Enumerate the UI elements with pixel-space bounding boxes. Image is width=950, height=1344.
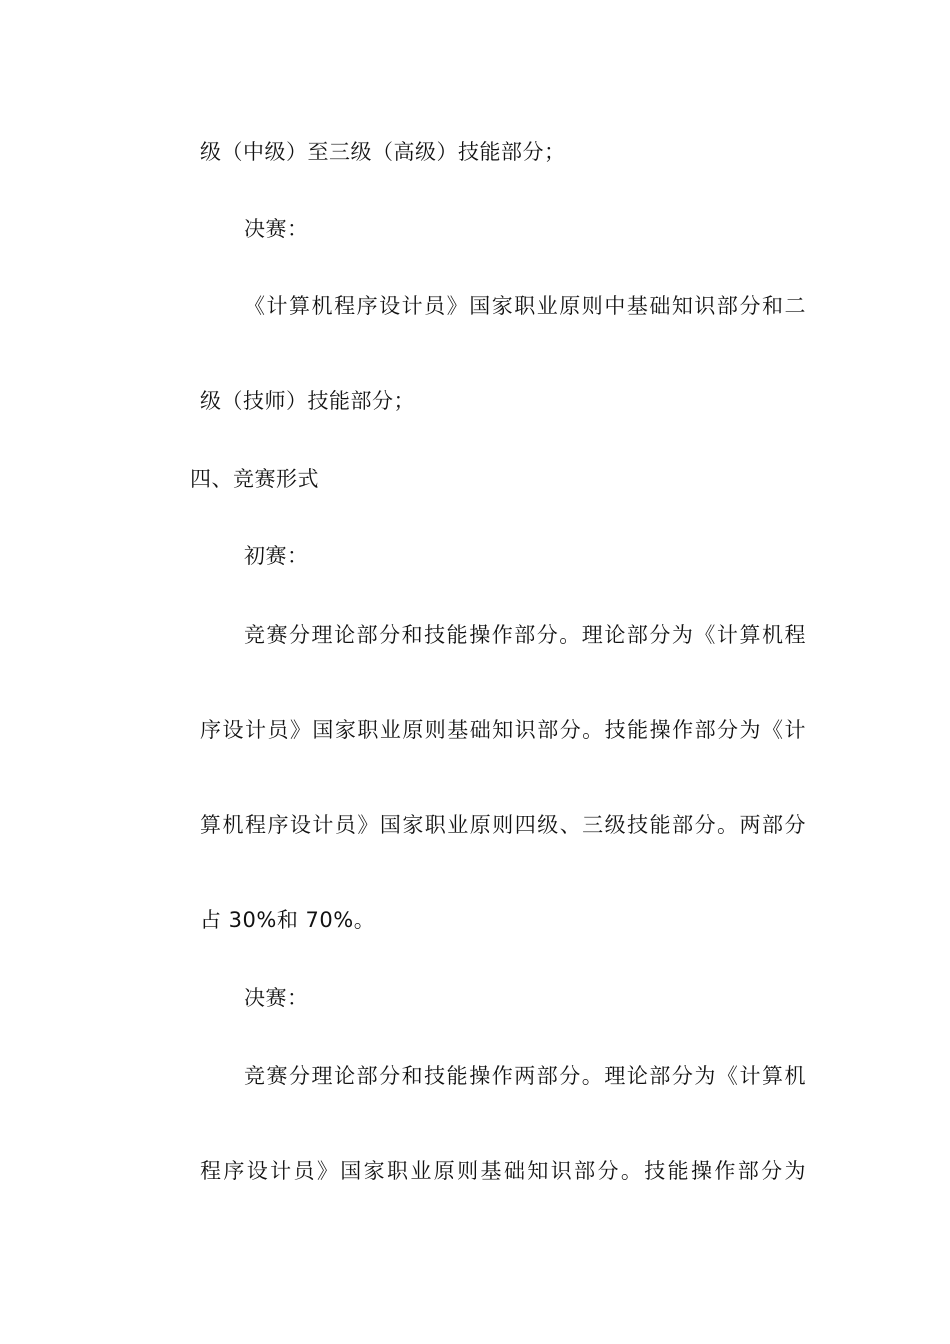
paragraph-line: 竞赛分理论部分和技能操作两部分。理论部分为《计算机 — [244, 1064, 806, 1088]
section-heading: 四、竞赛形式 — [190, 467, 319, 491]
paragraph-line: 序设计员》国家职业原则基础知识部分。技能操作部分为《计 — [200, 718, 806, 742]
subheading-preliminary: 初赛： — [244, 544, 309, 568]
paragraph-line: 竞赛分理论部分和技能操作部分。理论部分为《计算机程 — [244, 623, 806, 647]
paragraph-line: 级（技师）技能部分； — [200, 389, 415, 413]
subheading-final: 决赛： — [244, 217, 309, 241]
paragraph-line: 程序设计员》国家职业原则基础知识部分。技能操作部分为 — [200, 1159, 806, 1183]
paragraph-line: 算机程序设计员》国家职业原则四级、三级技能部分。两部分 — [200, 813, 806, 837]
paragraph-line: 占 30%和 70%。 — [200, 908, 376, 932]
paragraph-line: 《计算机程序设计员》国家职业原则中基础知识部分和二 — [244, 294, 806, 318]
paragraph-line: 级（中级）至三级（高级）技能部分； — [200, 140, 566, 164]
subheading-final: 决赛： — [244, 986, 309, 1010]
